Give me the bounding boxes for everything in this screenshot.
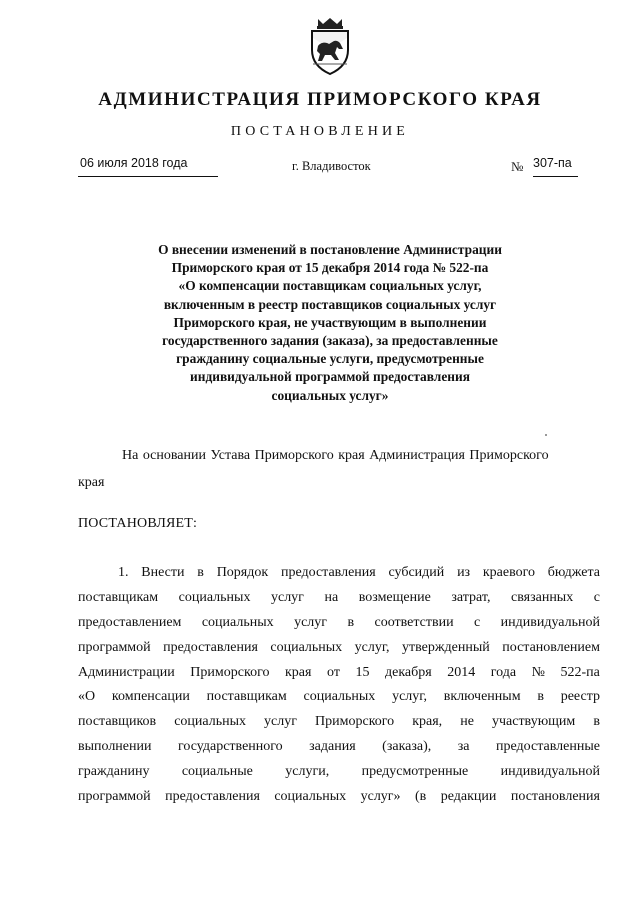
- body-word: социальных: [201, 614, 274, 630]
- body-word: (заказа),: [382, 739, 432, 755]
- body-word: социальных: [178, 589, 251, 605]
- preamble-line: края: [78, 475, 105, 490]
- decree-heading: ПОСТАНОВЛЯЕТ:: [78, 516, 198, 531]
- body-word: Приморского: [315, 714, 395, 730]
- body-word: субсидий: [388, 565, 445, 580]
- body-word: декабря: [385, 664, 432, 680]
- document-title: [120, 241, 540, 405]
- document-city: г. Владивосток: [292, 159, 371, 173]
- body-word: года: [490, 664, 517, 680]
- body-word: «О: [78, 689, 96, 705]
- body-word: поставщиков: [78, 714, 157, 730]
- title-line: гражданину социальные услуги, предусмотренные: [176, 351, 484, 367]
- body-word: задания: [309, 739, 356, 755]
- body-word: услуг»: [360, 789, 401, 805]
- body-word: края,: [412, 714, 443, 730]
- body-word: включенным: [443, 689, 521, 705]
- body-word: государственного: [177, 739, 283, 755]
- body-word: бюджета: [547, 565, 600, 580]
- body-word: 1.: [118, 565, 129, 580]
- body-word: поставщикам: [206, 689, 287, 705]
- body-word: гражданину: [78, 764, 150, 780]
- title-line: индивидуальной программой предоставления: [190, 369, 470, 385]
- body-word: возмещение: [358, 589, 431, 605]
- body-word: компенсации: [111, 689, 190, 705]
- body-word: постановлением: [502, 639, 600, 655]
- body-word: за: [457, 739, 470, 755]
- body-word: на: [324, 589, 339, 605]
- body-word: предоставления: [280, 565, 376, 580]
- body-word: программой: [78, 789, 151, 805]
- body-word: реестр: [560, 689, 600, 705]
- body-word: услуг: [294, 614, 328, 630]
- document-type: ПОСТАНОВЛЕНИЕ: [230, 124, 410, 139]
- body-word: 15: [355, 664, 370, 680]
- body-word: услуги,: [285, 764, 330, 780]
- body-word: социальных: [174, 714, 246, 730]
- body-word: выполнении: [78, 739, 152, 755]
- body-word: индивидуальной: [500, 614, 600, 630]
- body-line: [78, 710, 600, 735]
- body-word: социальных: [270, 639, 343, 655]
- body-word: услуг,: [354, 639, 390, 655]
- body-word: (в: [415, 789, 427, 805]
- body-word: 522-па: [560, 664, 600, 680]
- body-word: не: [460, 714, 474, 730]
- body-word: предоставленные: [496, 739, 600, 755]
- body-word: Порядок: [216, 565, 269, 580]
- body-line: [78, 611, 600, 636]
- document-number: 307-па: [533, 156, 578, 177]
- body-line: [78, 661, 600, 686]
- body-word: участвующим: [491, 714, 576, 730]
- body-word: от: [327, 664, 340, 680]
- body-word: поставщикам: [78, 589, 159, 605]
- body-word: программой: [78, 639, 151, 655]
- body-word: 2014: [447, 664, 476, 680]
- body-word: из: [457, 565, 471, 580]
- organization-name: АДМИНИСТРАЦИЯ ПРИМОРСКОГО КРАЯ: [98, 89, 542, 110]
- body-word: с: [593, 589, 600, 605]
- body-word: услуг: [264, 714, 297, 730]
- body-line: [78, 760, 600, 785]
- body-word: предоставления: [163, 639, 258, 655]
- title-line: государственного задания (заказа), за предоставленные: [162, 333, 498, 349]
- preamble-line: На основании Устава Приморского края Администрация Приморского: [122, 448, 549, 463]
- body-word: социальные: [181, 764, 253, 780]
- body-word: предусмотренные: [361, 764, 469, 780]
- title-line: «О компенсации поставщикам социальных услуг,: [178, 278, 482, 294]
- body-word: предоставлением: [78, 614, 182, 630]
- title-line: включенным в реестр поставщиков социальных услуг: [163, 296, 497, 312]
- body-word: в: [593, 714, 600, 730]
- body-word: редакции: [440, 789, 497, 805]
- scan-dot: [545, 434, 547, 436]
- body-word: в: [537, 689, 544, 705]
- body-line: [78, 636, 600, 661]
- body-line: [78, 685, 600, 710]
- body-word: краевого: [482, 565, 536, 580]
- body-word: затрат,: [451, 589, 491, 605]
- body-word: Внести: [141, 565, 185, 580]
- title-line: социальных услуг»: [271, 387, 389, 403]
- title-line: Приморского края от 15 декабря 2014 года № 522-па: [171, 260, 489, 276]
- body-word: социальных: [274, 789, 347, 805]
- body-word: утвержденный: [402, 639, 490, 655]
- body-word: связанных: [511, 589, 574, 605]
- body-word: Приморского: [190, 664, 270, 680]
- body-word: услуг: [270, 589, 304, 605]
- body-word: в: [197, 565, 204, 580]
- coat-of-arms-icon: [304, 16, 356, 76]
- body-word: №: [531, 664, 545, 680]
- body-word: индивидуальной: [500, 764, 600, 780]
- body-word: края: [285, 664, 312, 680]
- body-word: Администрации: [78, 664, 175, 680]
- body-word: социальных: [303, 689, 376, 705]
- body-word: соответствии: [374, 614, 454, 630]
- body-word: с: [474, 614, 481, 630]
- title-line: Приморского края, не участвующим в выполнении: [173, 314, 487, 330]
- body-word: услуг,: [392, 689, 427, 705]
- body-line: [78, 561, 600, 586]
- body-line: [78, 785, 600, 810]
- body-line: [78, 586, 600, 611]
- body-word: в: [347, 614, 355, 630]
- number-sign: №: [511, 159, 524, 174]
- title-line: О внесении изменений в постановление Администрации: [158, 242, 502, 257]
- body-word: предоставления: [165, 789, 260, 805]
- document-date: 06 июля 2018 года: [78, 156, 218, 177]
- body-line: [78, 735, 600, 760]
- decree-body: [78, 561, 600, 810]
- body-word: постановления: [510, 789, 600, 805]
